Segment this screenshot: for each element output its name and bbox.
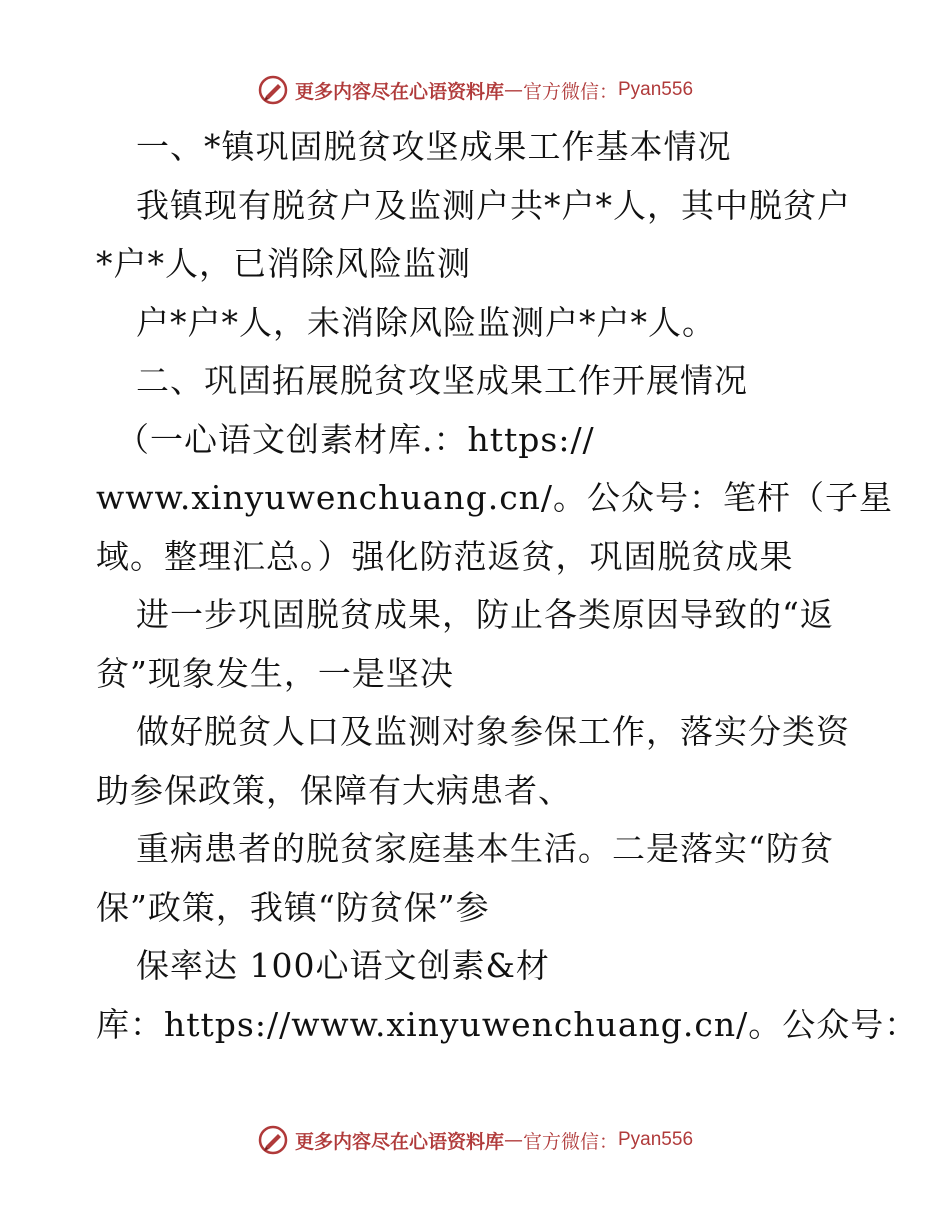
- section-heading-1: 一、*镇巩固脱贫攻坚成果工作基本情况: [136, 127, 732, 166]
- paragraph-line: 保”政策，我镇“防贫保”参: [96, 887, 490, 927]
- paragraph-line: 助参保政策，保障有大病患者、: [96, 770, 572, 810]
- banner-brand: 更多内容尽在心语资料库: [294, 80, 504, 103]
- subsection-heading-line: www.xinyuwenchuang.cn/。公众号：笔杆（子星: [96, 478, 894, 517]
- paragraph-line: 户*户*人，未消除风险监测户*户*人。: [136, 302, 716, 342]
- subsection-heading-line: 域。整理汇总。）强化防范返贫，巩固脱贫成果: [96, 536, 794, 576]
- document-body: [96, 118, 919, 1054]
- banner-wechat-id: Pyan556: [618, 79, 694, 100]
- header-watermark-banner: [0, 70, 950, 110]
- paragraph-line: 库：https://www.xinyuwenchuang.cn/。公众号：: [96, 1004, 919, 1044]
- banner-dash: —: [503, 1129, 523, 1151]
- subsection-heading-line: （一心语文创素材库.：https://: [116, 419, 595, 459]
- banner-dash: —: [503, 79, 523, 101]
- paragraph-line: 保率达 100心语文创素&材: [136, 946, 550, 985]
- pen-logo-icon: [257, 74, 289, 106]
- paragraph-line: 重病患者的脱贫家庭基本生活。二是落实“防贫: [136, 829, 834, 868]
- footer-watermark-banner: [0, 1120, 950, 1160]
- paragraph-line: 我镇现有脱贫户及监测户共*户*人，其中脱贫户: [136, 185, 851, 225]
- paragraph-line: 贫”现象发生，一是坚决: [96, 653, 454, 693]
- banner-wechat-id: Pyan556: [618, 1129, 694, 1150]
- banner-wechat-label: 官方微信：: [522, 80, 618, 103]
- pen-logo-icon: [257, 1124, 289, 1156]
- paragraph-line: 进一步巩固脱贫成果，防止各类原因导致的“返: [136, 595, 834, 634]
- paragraph-line: 做好脱贫人口及监测对象参保工作，落实分类资: [136, 712, 850, 751]
- banner-wechat-label: 官方微信：: [522, 1130, 618, 1153]
- banner-brand: 更多内容尽在心语资料库: [294, 1130, 504, 1153]
- paragraph-line: *户*人，已消除风险监测: [96, 244, 471, 283]
- section-heading-2: 二、巩固拓展脱贫攻坚成果工作开展情况: [136, 361, 748, 400]
